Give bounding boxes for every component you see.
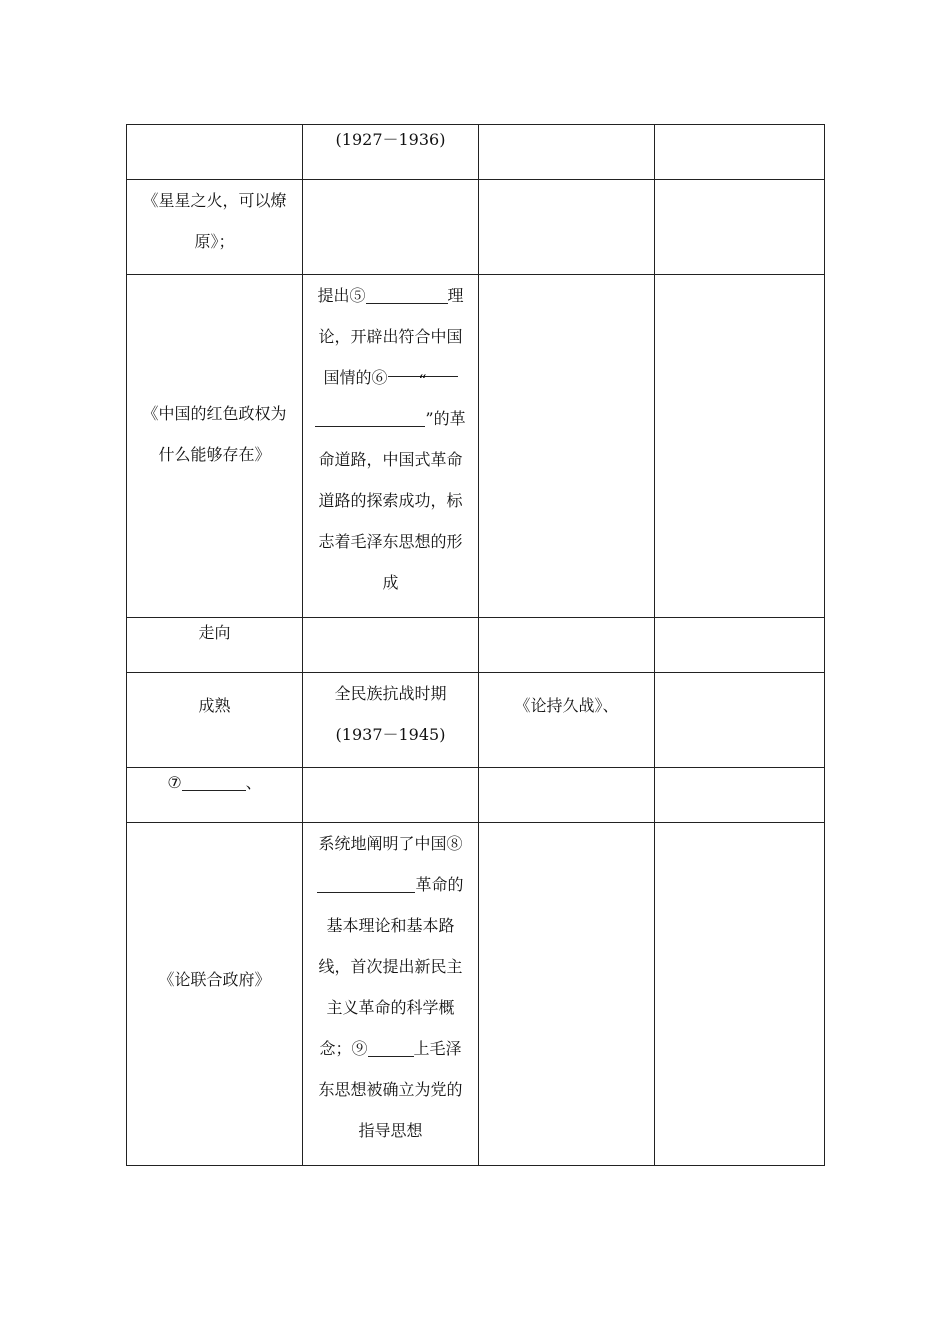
content-line: 革命的 [315, 864, 466, 905]
stage-label-text: 成熟 [198, 696, 231, 715]
table-row [127, 673, 825, 768]
work-title-text: 原》； [194, 232, 235, 251]
table-row [127, 823, 825, 1166]
content-line: 指导思想 [358, 1121, 423, 1140]
content-line: 主义革命的科学概 [326, 998, 455, 1017]
fill-blank[interactable] [366, 287, 448, 304]
table-cell [127, 673, 303, 768]
table-cell [479, 768, 655, 823]
content-line: 国情的⑥ “ [315, 357, 466, 398]
work-title-text: 《论持久战》、 [514, 696, 619, 715]
content-line: 东思想被确立为党的 [318, 1080, 463, 1099]
table-cell [127, 125, 303, 180]
table-cell [655, 275, 825, 618]
content-line: ”的革 [315, 398, 466, 439]
table-cell [303, 673, 479, 768]
table-cell [303, 768, 479, 823]
content-line: 基本理论和基本路 [326, 916, 455, 935]
work-title-text: 《星星之火，可以燎 [142, 191, 287, 210]
content-line: 论，开辟出符合中国 [318, 327, 463, 346]
period-dates-text: (1927－1936) [335, 130, 446, 149]
table-row [127, 180, 825, 275]
table-cell [127, 618, 303, 673]
table-cell [127, 823, 303, 1166]
work-title-text: 《论联合政府》 [158, 970, 271, 989]
table-row [127, 125, 825, 180]
work-title-text: 《中国的红色政权为 [142, 404, 287, 423]
table-cell [303, 618, 479, 673]
period-dates-text: (1937－1945) [335, 725, 446, 744]
table-cell [655, 125, 825, 180]
content-line: 线，首次提出新民主 [318, 957, 463, 976]
table-cell [303, 180, 479, 275]
content-line: 志着毛泽东思想的形 [318, 532, 463, 551]
mao-thought-table [126, 124, 825, 1166]
table-cell [655, 618, 825, 673]
stage-label-text: 走向 [198, 623, 231, 642]
table-cell [303, 125, 479, 180]
table-row [127, 768, 825, 823]
table-cell [127, 180, 303, 275]
period-name-text: 全民族抗战时期 [334, 684, 447, 703]
table-cell [479, 125, 655, 180]
table-cell [479, 275, 655, 618]
table-cell [655, 823, 825, 1166]
table-cell [655, 673, 825, 768]
fill-blank[interactable] [317, 876, 415, 893]
table-cell [655, 768, 825, 823]
fill-blank[interactable] [315, 410, 425, 427]
table-cell [303, 275, 479, 618]
content-line: 成 [382, 573, 399, 592]
table-cell [479, 618, 655, 673]
fill-blank[interactable] [368, 1040, 414, 1057]
content-line: 系统地阐明了中国⑧ [318, 834, 463, 853]
table-cell [479, 673, 655, 768]
content-line: 念；⑨ 上毛泽 [319, 1039, 462, 1058]
work-title-text: ⑦ 、 [167, 773, 262, 792]
content-line: 提出⑤ 理 [317, 286, 464, 305]
table-cell [303, 823, 479, 1166]
table-cell [127, 275, 303, 618]
fill-blank[interactable]: “ [388, 360, 458, 377]
table-cell [479, 180, 655, 275]
fill-blank[interactable] [182, 774, 246, 791]
table-cell [127, 768, 303, 823]
table-cell [655, 180, 825, 275]
table-row [127, 275, 825, 618]
work-title-text: 什么能够存在》 [158, 445, 271, 464]
table-row [127, 618, 825, 673]
content-line: 命道路，中国式革命 [318, 450, 463, 469]
table-cell [479, 823, 655, 1166]
content-line: 道路的探索成功，标 [318, 491, 463, 510]
